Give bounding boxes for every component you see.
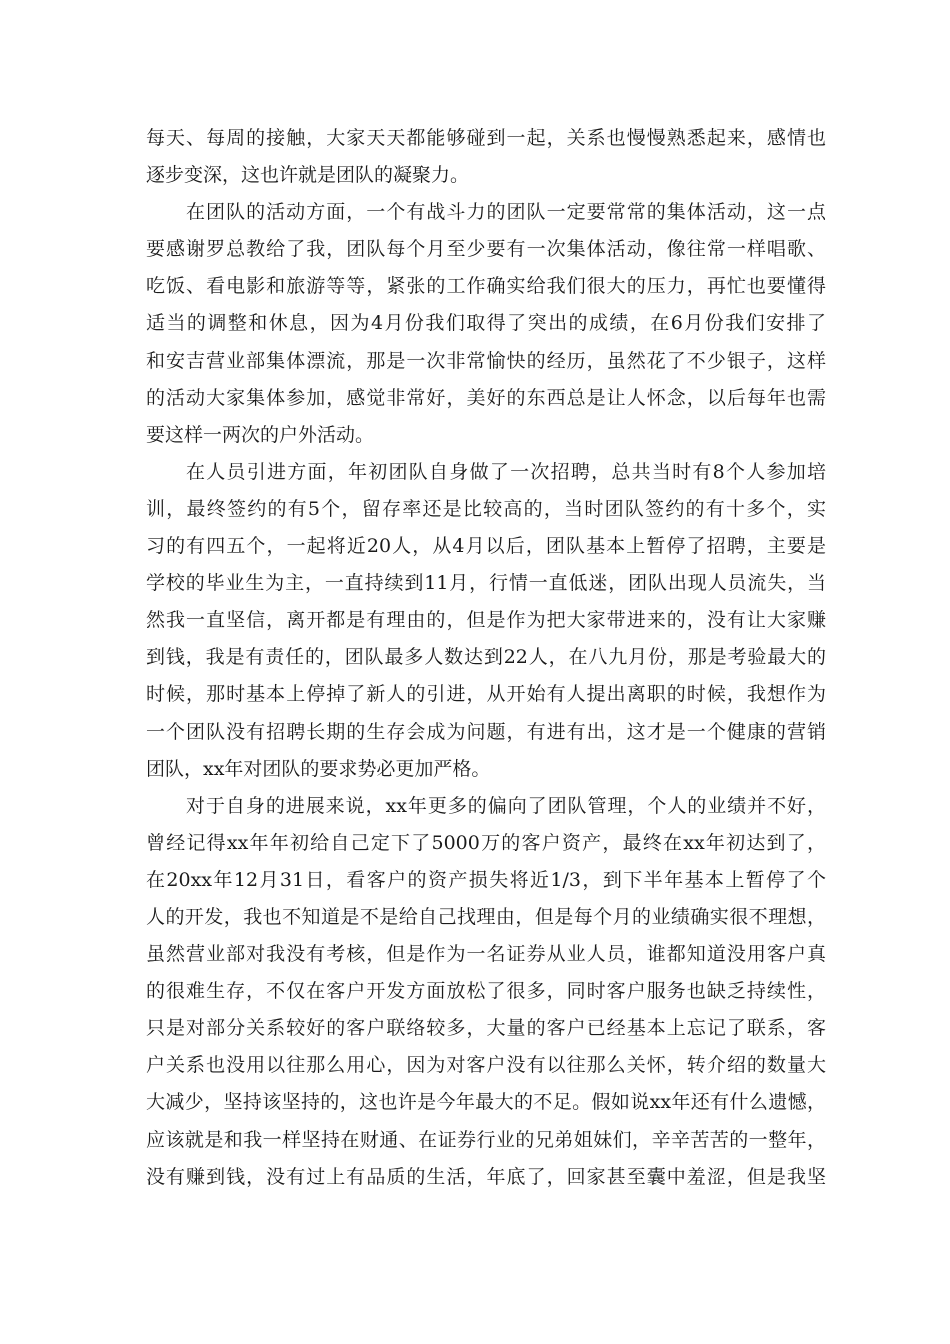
text-line: 然我一直坚信，离开都是有理由的，但是作为把大家带进来的，没有让大家赚 [146,609,826,632]
text-line: 时候，那时基本上停掉了新人的引进，从开始有人提出离职的时候，我想作为 [146,683,826,706]
text-line: 户关系也没用以往那么用心，因为对客户没有以往那么关怀，转介绍的数量大 [146,1054,826,1077]
text-line: 的活动大家集体参加，感觉非常好，美好的东西总是让人怀念，以后每年也需 [146,386,826,409]
text-line: 人的开发，我也不知道是不是给自己找理由，但是每个月的业绩确实很不理想， [146,905,826,928]
text-line: 曾经记得xx年年初给自己定下了5000万的客户资产，最终在xx年初达到了， [146,831,826,854]
text-line: 应该就是和我一样坚持在财通、在证券行业的兄弟姐妹们，辛辛苦苦的一整年， [146,1128,826,1151]
text-line: 的很难生存，不仅在客户开发方面放松了很多，同时客户服务也缺乏持续性， [146,980,826,1003]
text-line: 只是对部分关系较好的客户联络较多，大量的客户已经基本上忘记了联系，客 [146,1017,826,1040]
text-line: 吃饭、看电影和旅游等等，紧张的工作确实给我们很大的压力，再忙也要懂得 [146,275,826,298]
text-line: 学校的毕业生为主，一直持续到11月，行情一直低迷，团队出现人员流失，当 [146,572,826,595]
text-line: 一个团队没有招聘长期的生存会成为问题，有进有出，这才是一个健康的营销 [146,720,826,743]
text-line: 团队，xx年对团队的要求势必更加严格。 [146,757,491,780]
paragraph-first-line: 在团队的活动方面，一个有战斗力的团队一定要常常的集体活动，这一点 [186,201,826,224]
paragraph-first-line: 在人员引进方面，年初团队自身做了一次招聘，总共当时有8个人参加培 [186,460,826,483]
text-line: 虽然营业部对我没有考核，但是作为一名证券从业人员，谁都知道没用客户真 [146,943,826,966]
text-line: 要感谢罗总教给了我，团队每个月至少要有一次集体活动，像往常一样唱歌、 [146,238,826,261]
text-line: 和安吉营业部集体漂流，那是一次非常愉快的经历，虽然花了不少银子，这样 [146,349,826,372]
text-line: 训，最终签约的有5个，留存率还是比较高的，当时团队签约的有十多个，实 [146,497,826,520]
text-line: 逐步变深，这也许就是团队的凝聚力。 [146,164,470,187]
text-line: 到钱，我是有责任的，团队最多人数达到22人，在八九月份，那是考验最大的 [146,646,826,669]
body-text [146,120,826,1196]
text-line: 每天、每周的接触，大家天天都能够碰到一起，关系也慢慢熟悉起来，感情也 [146,127,826,149]
text-line: 适当的调整和休息，因为4月份我们取得了突出的成绩，在6月份我们安排了 [146,312,826,335]
text-line: 要这样一两次的户外活动。 [146,423,375,446]
text-line: 在20xx年12月31日，看客户的资产损失将近1/3，到下半年基本上暂停了个 [146,868,826,891]
text-line: 习的有四五个，一起将近20人，从4月以后，团队基本上暂停了招聘，主要是 [146,535,826,558]
text-line: 大减少，坚持该坚持的，这也许是今年最大的不足。假如说xx年还有什么遗憾， [146,1091,826,1114]
text-line: 没有赚到钱，没有过上有品质的生活，年底了，回家甚至囊中羞涩，但是我坚 [146,1165,826,1188]
paragraph-first-line: 对于自身的进展来说，xx年更多的偏向了团队管理，个人的业绩并不好， [186,794,826,817]
